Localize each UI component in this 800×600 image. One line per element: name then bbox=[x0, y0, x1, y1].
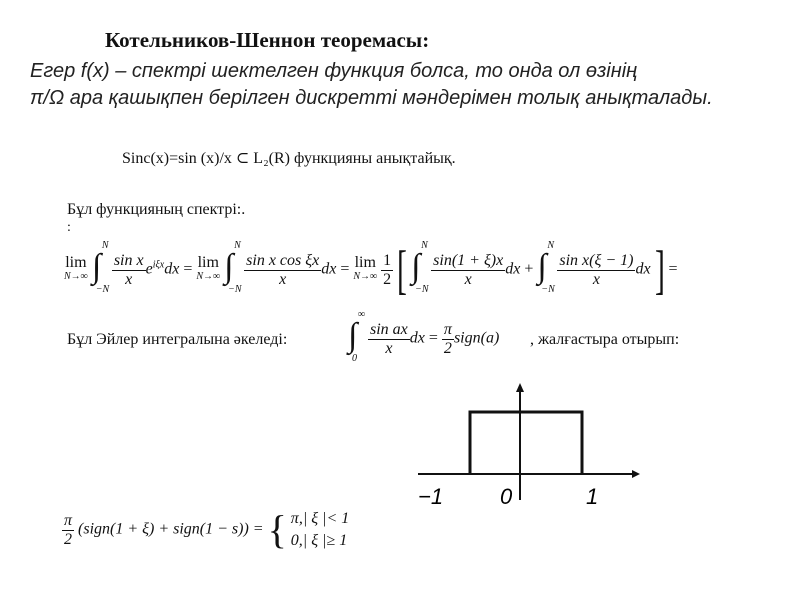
page-title: Котельников-Шеннон теоремасы: bbox=[105, 28, 430, 52]
theorem-line-2: π/Ω ара қашықпен берілген дискретті мәндерімен толық анықталады. bbox=[30, 87, 713, 109]
case-outside: 0,| ξ |≥ 1 bbox=[290, 532, 348, 549]
sign-a: sign(a) bbox=[453, 329, 500, 347]
cases bbox=[291, 508, 349, 552]
colon-mark: : bbox=[67, 220, 71, 235]
fraction-sinxm: $\frac{\text{sin x(ξ − 1)}}{x}$ bbox=[559, 251, 634, 288]
left-bracket: [ bbox=[397, 240, 408, 300]
label-minus-one: −1 bbox=[418, 484, 444, 509]
fraction-sinx-x: $\frac{\text{sin x}}{x}$ bbox=[113, 251, 144, 288]
exp-power: iξx bbox=[152, 259, 165, 271]
theorem-line-1: Егер f(x) – спектрі шектелген функция болса, то онда ол өзінің bbox=[30, 60, 638, 82]
limit-1: lim N→∞ bbox=[64, 254, 88, 282]
equals-euler: = bbox=[428, 329, 438, 347]
pulse-shape bbox=[470, 412, 582, 474]
fraction-half: $\frac{1}{2}$ bbox=[383, 251, 392, 288]
integral-1: ∫ N −N bbox=[91, 240, 110, 295]
sinc-definition: Sinc(x)=sin (x)/x ⊂ L₂(R) функцияны анықтайық. bbox=[122, 150, 456, 167]
case-inside: π,| ξ |< 1 bbox=[290, 510, 350, 527]
dx-4: dx bbox=[635, 260, 651, 278]
equals-2: = bbox=[340, 260, 350, 278]
dx-3: dx bbox=[505, 260, 521, 278]
label-one: 1 bbox=[586, 484, 599, 509]
rect-pulse-graph bbox=[410, 380, 640, 520]
euler-formula bbox=[348, 309, 500, 365]
piecewise-formula bbox=[62, 508, 349, 552]
euler-suffix: , жалғастыра отырып: bbox=[530, 331, 680, 348]
integral-3: ∫ N −N bbox=[411, 240, 429, 295]
fraction-sin1p: $\frac{\sin(1 + \xi)x}{x}$ bbox=[433, 251, 504, 288]
fraction-sinxcos: $\frac{\text{sin x cos ξx}}{x}$ bbox=[246, 251, 320, 288]
plus-sign: + bbox=[524, 260, 534, 278]
spectrum-formula bbox=[64, 240, 678, 300]
integral-euler: ∫ ∞ 0 bbox=[348, 309, 366, 364]
spectrum-label: Бұл функцияның спектрі:. bbox=[67, 201, 246, 218]
fraction-sinax: $\frac{\text{sin ax}}{x}$ bbox=[370, 320, 408, 357]
right-bracket: ] bbox=[654, 240, 665, 300]
integral-2: ∫ N −N bbox=[224, 240, 242, 295]
fraction-pi-half: $\frac{\pi}{2}$ bbox=[443, 320, 452, 357]
equals-3: = bbox=[668, 260, 678, 278]
y-axis-arrow bbox=[516, 383, 524, 392]
limit-3: lim N→∞ bbox=[353, 254, 378, 282]
equals-1: = bbox=[183, 260, 193, 278]
curly-brace: { bbox=[267, 507, 287, 552]
fraction-pi-over-2: $\frac{\pi}{2}$ bbox=[64, 511, 73, 548]
exp-base: e bbox=[145, 260, 153, 278]
label-zero: 0 bbox=[500, 484, 513, 509]
x-axis-arrow bbox=[632, 470, 640, 478]
dx-2: dx bbox=[321, 260, 337, 278]
sign-sum-expression: (sign(1 + ξ) + sign(1 − s)) = bbox=[78, 520, 264, 538]
dx-1: dx bbox=[164, 260, 180, 278]
dx-euler: dx bbox=[409, 329, 425, 347]
euler-prefix: Бұл Эйлер интегралына әкеледі: bbox=[67, 331, 288, 348]
integral-4: ∫ N −N bbox=[537, 240, 555, 295]
limit-2: lim N→∞ bbox=[196, 254, 221, 282]
